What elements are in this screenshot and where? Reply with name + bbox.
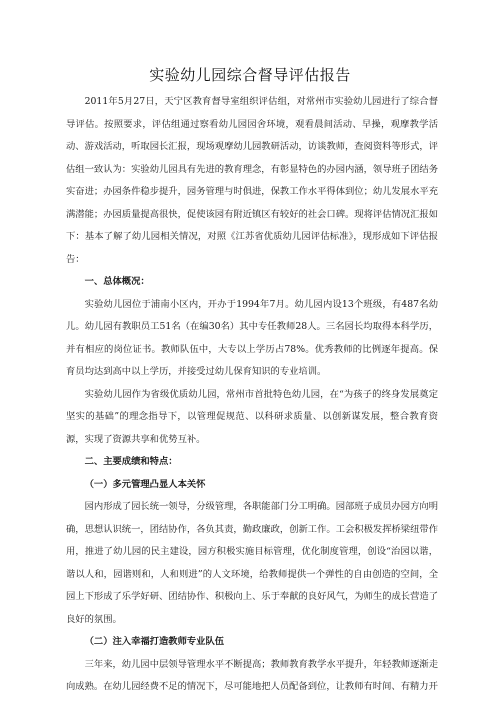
document-title: 实验幼儿园综合督导评估报告 (149, 66, 351, 84)
management-paragraph: 园内形成了园长统一领导，分级管理，各职能部门分工明确。园部班子成员办园方向明确，思想认识统一，团结协作，各负其责，勤政廉政，创新工作。工会积极发挥桥梁纽带作用，推进了幼儿园的民主建设，园方积极实施目标管理，优化制度管理，创设“治园以谐，谐以人和，园谐则和，人和则进”的人文环境，给教师提供一个弹性的自由创造的空间，全园上下形成了乐学好研、团结协作、积极向上、乐于奉献的良好风气，为师生的成长营造了良好的氛围。 (66, 501, 438, 625)
document-body (66, 91, 438, 699)
subsection-heading-teachers: （二）注入幸福打造教师专业队伍 (84, 636, 225, 647)
overview-paragraph-1: 实验幼儿园位于浦南小区内，开办于1994年7月。幼儿园内设13个班级，有487名幼儿。幼儿园有教职员工51名（在编30名）其中专任教师28人。三名园长均取得本科学历，并有相应的岗位证书。教师队伍中，大专以上学历占78%。优秀教师的比例逐年提高。保育员均达到高中以上学历，并接受过幼儿保育知识的专业培训。 (66, 298, 438, 377)
section-heading-achievements: 二、主要成绩和特点： (84, 456, 178, 467)
intro-paragraph: 2011年5月27日，天宁区教育督导室组织评估组，对常州市实验幼儿园进行了综合督导评估。按照要求，评估组通过察看幼儿园园舍环境，观看晨间活动、早操，观摩教学活动、游戏活动，听取园长汇报，现场观摩幼儿园教研活动，访谈教师，查阅资料等形式，评估组一致认为：实验幼儿园具有先进的教育理念，有彰显特色的办园内涵，领导班子团结务实奋进；办园条件稳步提升，园务管理与时俱进，保教工作水平得体到位；幼儿发展水平充满潜能；办园质量提高很快，促使该园有附近镇区有较好的社会口碑。现将评估情况汇报如下：基本了解了幼儿园相关情况，对照《江苏省优质幼儿园评估标准》，现形成如下评估报告： (66, 96, 438, 265)
overview-paragraph-2: 实验幼儿园作为省级优质幼儿园，常州市首批特色幼儿园，在“为孩子的终身发展奠定坚实的基础”的理念指导下，以管理促规范、以科研求质量、以创新谋发展，整合教育资源，实现了资源共享和优势互补。 (66, 388, 438, 445)
subsection-heading-management: （一）多元管理凸显人本关怀 (84, 478, 206, 490)
teachers-paragraph: 三年来，幼儿园中层领导管理水平不断提高；教师教育教学水平提升，年轻教师逐渐走向成熟。在幼儿园经费不足的情况下，尽可能地把人员配备到位，让教师有时间、有精力开 (66, 658, 438, 692)
section-heading-overview: 一、总体概况： (84, 276, 150, 287)
